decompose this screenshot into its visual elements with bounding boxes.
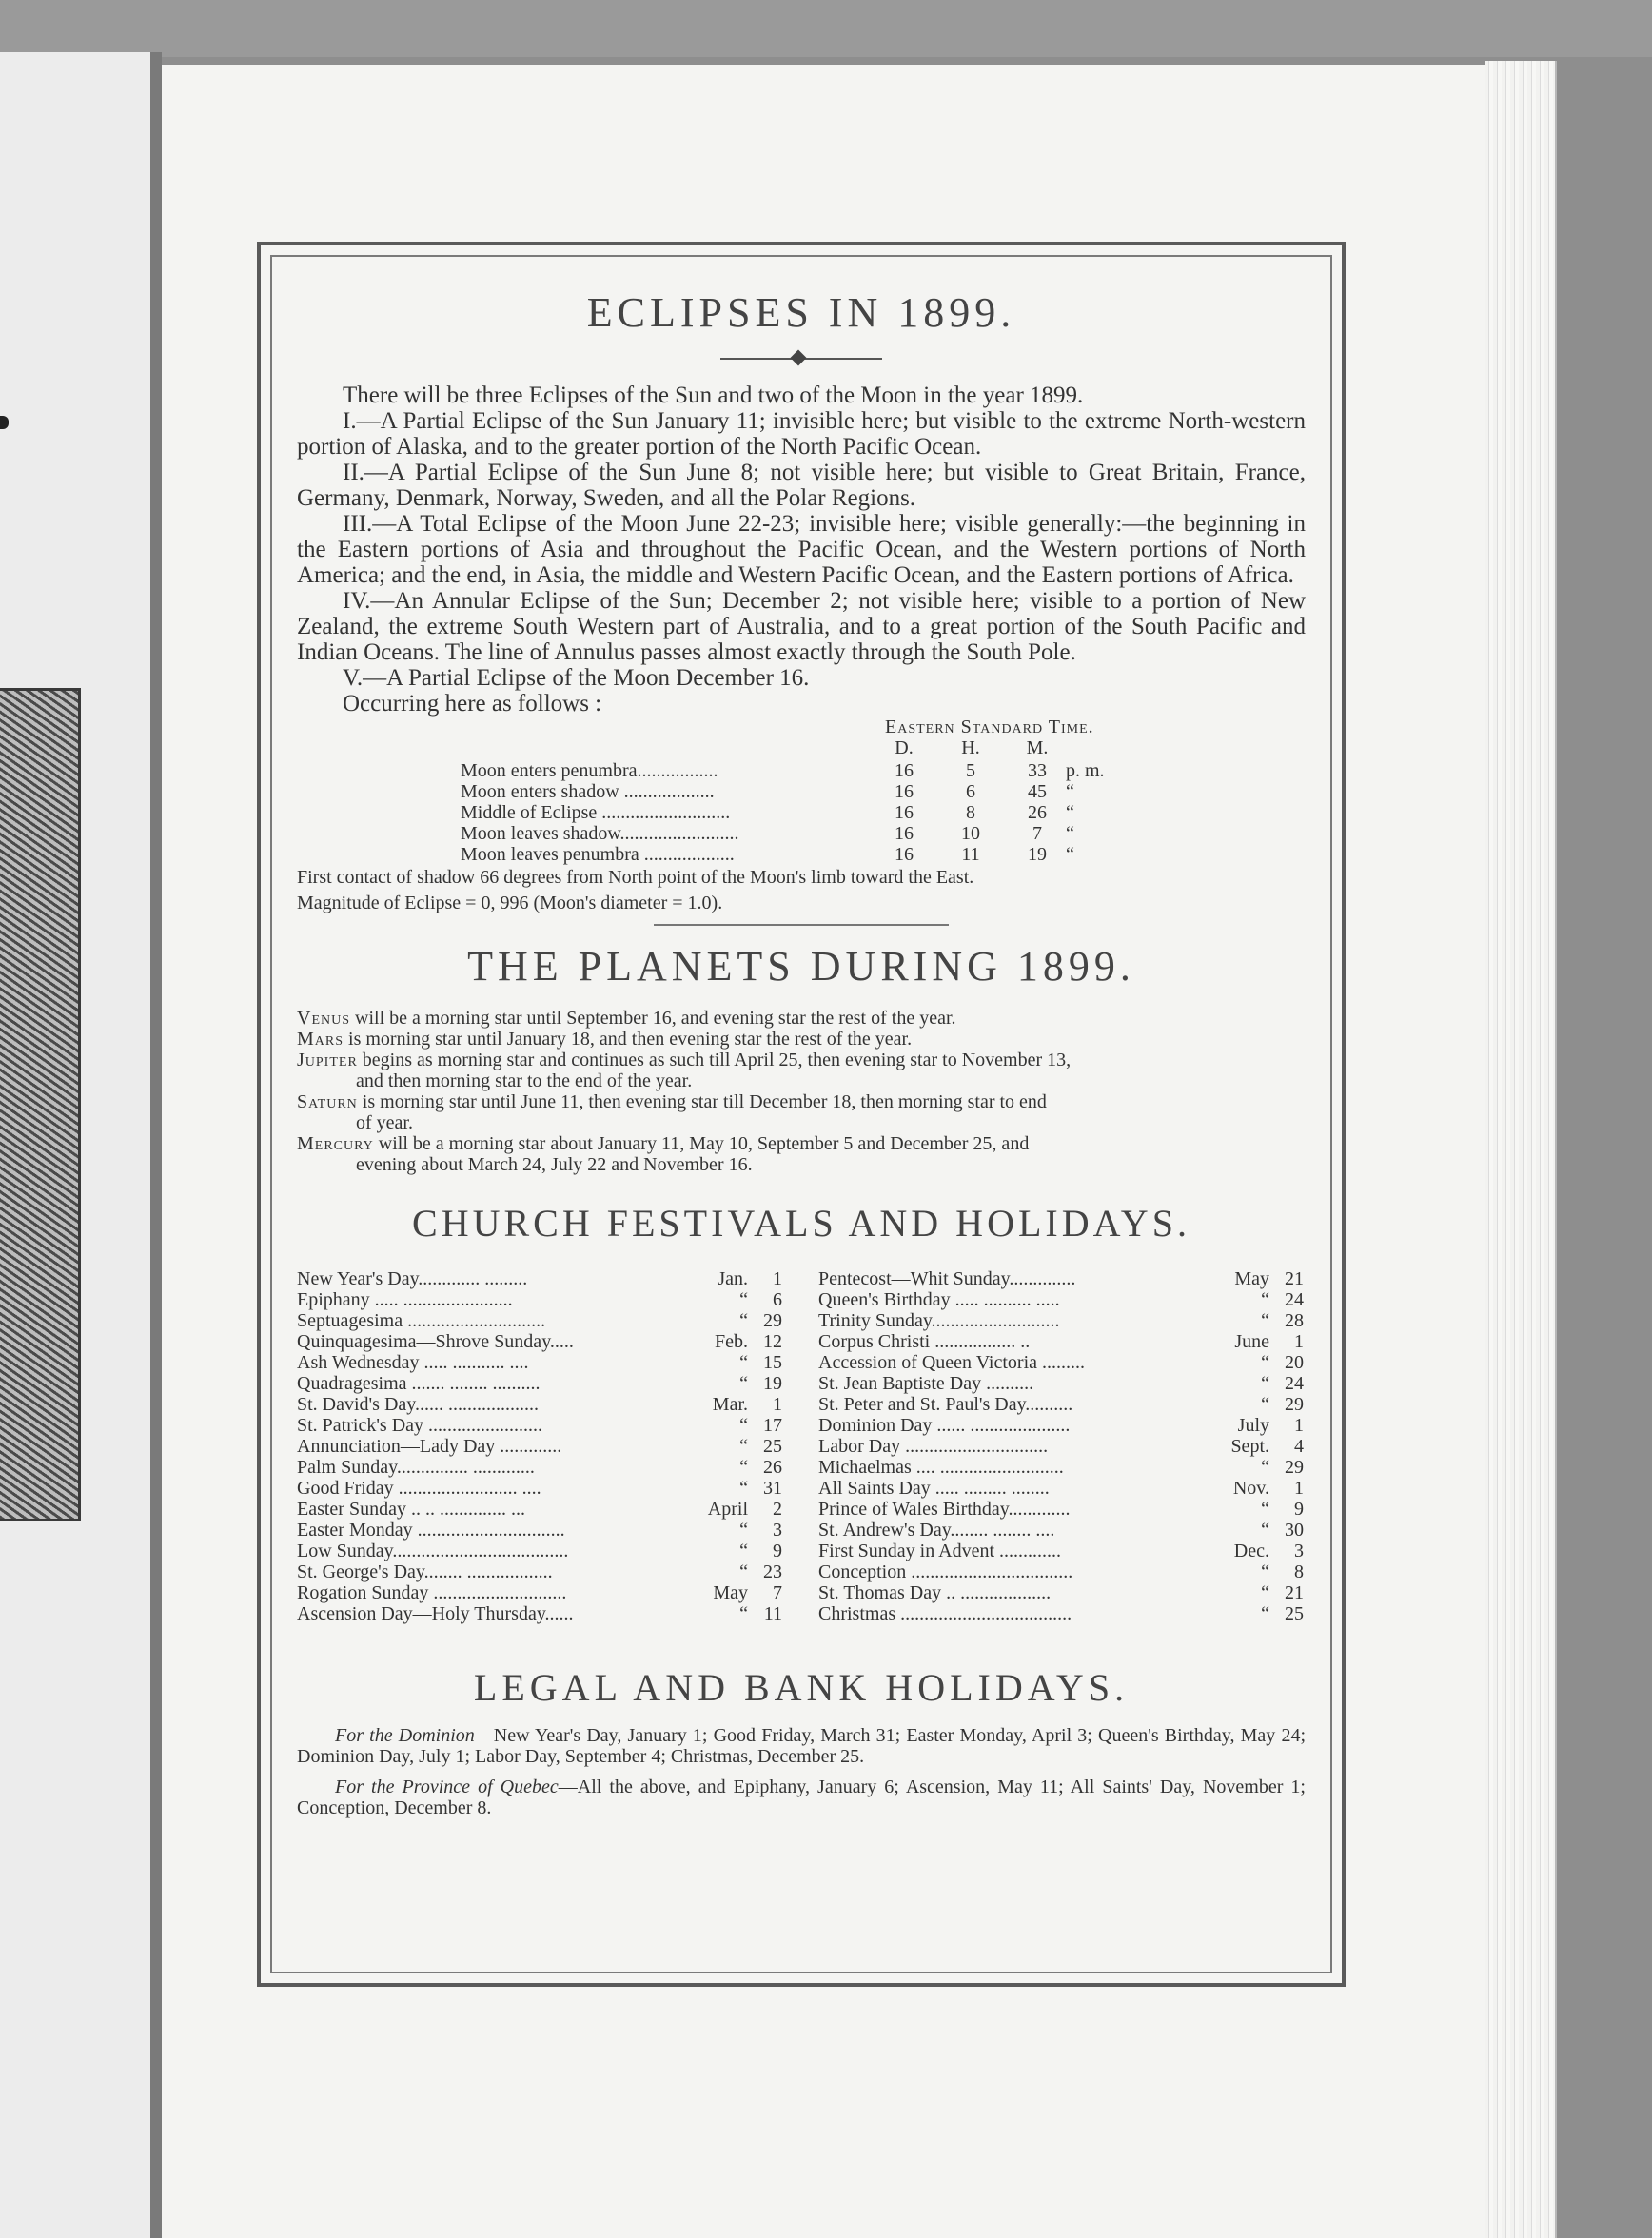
festival-row: Epiphany ..... ....................... “ 6 <box>297 1289 782 1310</box>
legal-quebec: For the Province of Quebec—All the above, and Epiphany, January 6; Ascension, May 11; All Saints' Day, November 1; Conception, December 8. <box>297 1777 1306 1818</box>
festival-row: St. David's Day...... ................... Mar. 1 <box>297 1394 782 1415</box>
festival-row: Michaelmas .... .......................... “ 29 <box>818 1457 1304 1478</box>
festival-row: St. Patrick's Day ........................ “ 17 <box>297 1415 782 1436</box>
festival-row: St. Thomas Day .. ................... “ 21 <box>818 1582 1304 1603</box>
eclipse-item: II.—A Partial Eclipse of the Sun June 8; not visible here; but visible to Great Britain, France, Germany, Denmark, Norway, Sweden, and all the Polar Regions. <box>297 460 1306 511</box>
book-gutter <box>150 52 162 2238</box>
page-edges <box>1485 61 1557 2238</box>
festivals-left-column <box>297 1268 782 1624</box>
column-days: D. <box>895 737 914 758</box>
engraving-fragment <box>0 688 81 1521</box>
planet-entry-saturn-cont: of year. <box>356 1112 413 1133</box>
festivals-table <box>297 1268 1306 1636</box>
ink-mark <box>0 416 9 429</box>
festivals-right-column <box>818 1268 1304 1624</box>
planet-entry-jupiter: Jupiter begins as morning star and continues as such till April 25, then evening star to November 13, <box>297 1050 1072 1070</box>
column-hours: H. <box>961 737 980 758</box>
planet-entry-venus: Venus will be a morning star until September 16, and evening star the rest of the year. <box>297 1008 956 1029</box>
festival-row: Pentecost—Whit Sunday.............. May 21 <box>818 1268 1304 1289</box>
eclipses-occurring: Occurring here as follows : <box>343 691 602 717</box>
eclipse-row: Moon enters shadow ................... 16 6 45 “ <box>461 781 1074 802</box>
festival-row: Easter Monday ............................... “ 3 <box>297 1520 782 1541</box>
festival-row: St. Andrew's Day........ ........ .... “ 30 <box>818 1520 1304 1541</box>
eclipse-row: Moon leaves penumbra ................... 16 11 19 “ <box>461 844 1074 865</box>
festivals-title: CHURCH FESTIVALS AND HOLIDAYS. <box>412 1202 1190 1245</box>
festival-row: Ash Wednesday ..... ........... .... “ 15 <box>297 1352 782 1373</box>
eclipse-row: Middle of Eclipse ........................... 16 8 26 “ <box>461 802 1074 823</box>
festival-row: St. Jean Baptiste Day .......... “ 24 <box>818 1373 1304 1394</box>
column-minutes: M. <box>1026 737 1049 758</box>
festival-row: All Saints Day ..... ......... ........ Nov. 1 <box>818 1478 1304 1499</box>
eclipse-item: I.—A Partial Eclipse of the Sun January 11; invisible here; but visible to the extreme North-western portion of Alaska, and to the greater portion of the North Pacific Ocean. <box>297 408 1306 460</box>
eclipses-intro: There will be three Eclipses of the Sun and two of the Moon in the year 1899. <box>343 383 1084 408</box>
festival-row: St. George's Day........ .................. “ 23 <box>297 1561 782 1582</box>
festival-row: Labor Day .............................. Sept. 4 <box>818 1436 1304 1457</box>
festival-row: Corpus Christi ................. .. June 1 <box>818 1331 1304 1352</box>
planet-entry-saturn: Saturn is morning star until June 11, then evening star till December 18, then morning star to end <box>297 1091 1047 1112</box>
eclipses-title: ECLIPSES IN 1899. <box>586 289 1016 336</box>
festival-row: Quinquagesima—Shrove Sunday..... Feb. 12 <box>297 1331 782 1352</box>
festival-row: Good Friday ......................... .... “ 31 <box>297 1478 782 1499</box>
festival-row: Conception .................................. “ 8 <box>818 1561 1304 1582</box>
festival-row: Easter Sunday .. .. .............. ... April 2 <box>297 1499 782 1520</box>
eclipse-item: III.—A Total Eclipse of the Moon June 22-23; invisible here; visible generally:—the beginning in the Eastern portions of Asia and throughout the Pacific Ocean, and the Western portions of North America; and the end, in Asia, the middle and Western Pacific Ocean, and the Eastern portions of Africa. <box>297 511 1306 588</box>
planet-entry-mercury: Mercury will be a morning star about January 11, May 10, September 5 and December 25, and <box>297 1133 1030 1154</box>
festival-row: Septuagesima ............................. “ 29 <box>297 1310 782 1331</box>
planet-entry-jupiter-cont: and then morning star to the end of the year. <box>356 1070 693 1091</box>
magnitude-note: Magnitude of Eclipse = 0, 996 (Moon's diameter = 1.0). <box>297 893 723 913</box>
planets-title: THE PLANETS DURING 1899. <box>467 943 1135 990</box>
eclipse-item: V.—A Partial Eclipse of the Moon December 16. <box>343 665 810 691</box>
festival-row: Palm Sunday............... ............. “ 26 <box>297 1457 782 1478</box>
eclipse-row: Moon enters penumbra................. 16 5 33 p. m. <box>461 760 1105 781</box>
planet-entry-mercury-cont: evening about March 24, July 22 and November 16. <box>356 1154 753 1175</box>
festival-row: Rogation Sunday ............................ May 7 <box>297 1582 782 1603</box>
festival-row: New Year's Day............. ......... Jan. 1 <box>297 1268 782 1289</box>
planet-entry-mars: Mars is morning star until January 18, and then evening star the rest of the year. <box>297 1029 913 1050</box>
legal-dominion: For the Dominion—New Year's Day, January 1; Good Friday, March 31; Easter Monday, April 3; Queen's Birthday, May 24; Dominion Day, July 1; Labor Day, September 4; Christmas, December 25. <box>297 1725 1306 1767</box>
diamond-ornament-icon <box>791 350 807 366</box>
eclipse-row: Moon leaves shadow......................... 16 10 7 “ <box>461 823 1074 844</box>
section-divider <box>654 924 949 926</box>
festival-row: Prince of Wales Birthday............. “ 9 <box>818 1499 1304 1520</box>
almanac-content <box>297 285 1306 1818</box>
eclipse-item: IV.—An Annular Eclipse of the Sun; December 2; not visible here; visible to a portion of New Zealand, the extreme South Western part of Australia, and to a great portion of the South Pacific and Indian Oceans. The line of Annulus passes almost exactly through the South Pole. <box>297 588 1306 665</box>
festival-row: Accession of Queen Victoria ......... “ 20 <box>818 1352 1304 1373</box>
festival-row: Trinity Sunday........................... “ 28 <box>818 1310 1304 1331</box>
eclipse-time-table <box>297 717 1306 893</box>
eastern-standard-time-heading: Eastern Standard Time. <box>885 717 1094 737</box>
festival-row: St. Peter and St. Paul's Day.......... “ 29 <box>818 1394 1304 1415</box>
festival-row: Annunciation—Lady Day ............. “ 25 <box>297 1436 782 1457</box>
background-top <box>0 0 1652 57</box>
festival-row: Queen's Birthday ..... .......... ..... “ 24 <box>818 1289 1304 1310</box>
legal-title: LEGAL AND BANK HOLIDAYS. <box>473 1666 1130 1709</box>
festival-row: Quadragesima ....... ........ .......... “ 19 <box>297 1373 782 1394</box>
festival-row: Ascension Day—Holy Thursday...... “ 11 <box>297 1603 782 1624</box>
festival-row: First Sunday in Advent ............. Dec. 3 <box>818 1541 1304 1561</box>
left-facing-page <box>0 52 153 2238</box>
festival-row: Christmas .................................... “ 25 <box>818 1603 1304 1624</box>
title-ornament <box>720 346 882 371</box>
festival-row: Dominion Day ...... ..................... July 1 <box>818 1415 1304 1436</box>
festival-row: Low Sunday..................................... “ 9 <box>297 1541 782 1561</box>
first-contact-note: First contact of shadow 66 degrees from North point of the Moon's limb toward the East. <box>297 867 974 888</box>
